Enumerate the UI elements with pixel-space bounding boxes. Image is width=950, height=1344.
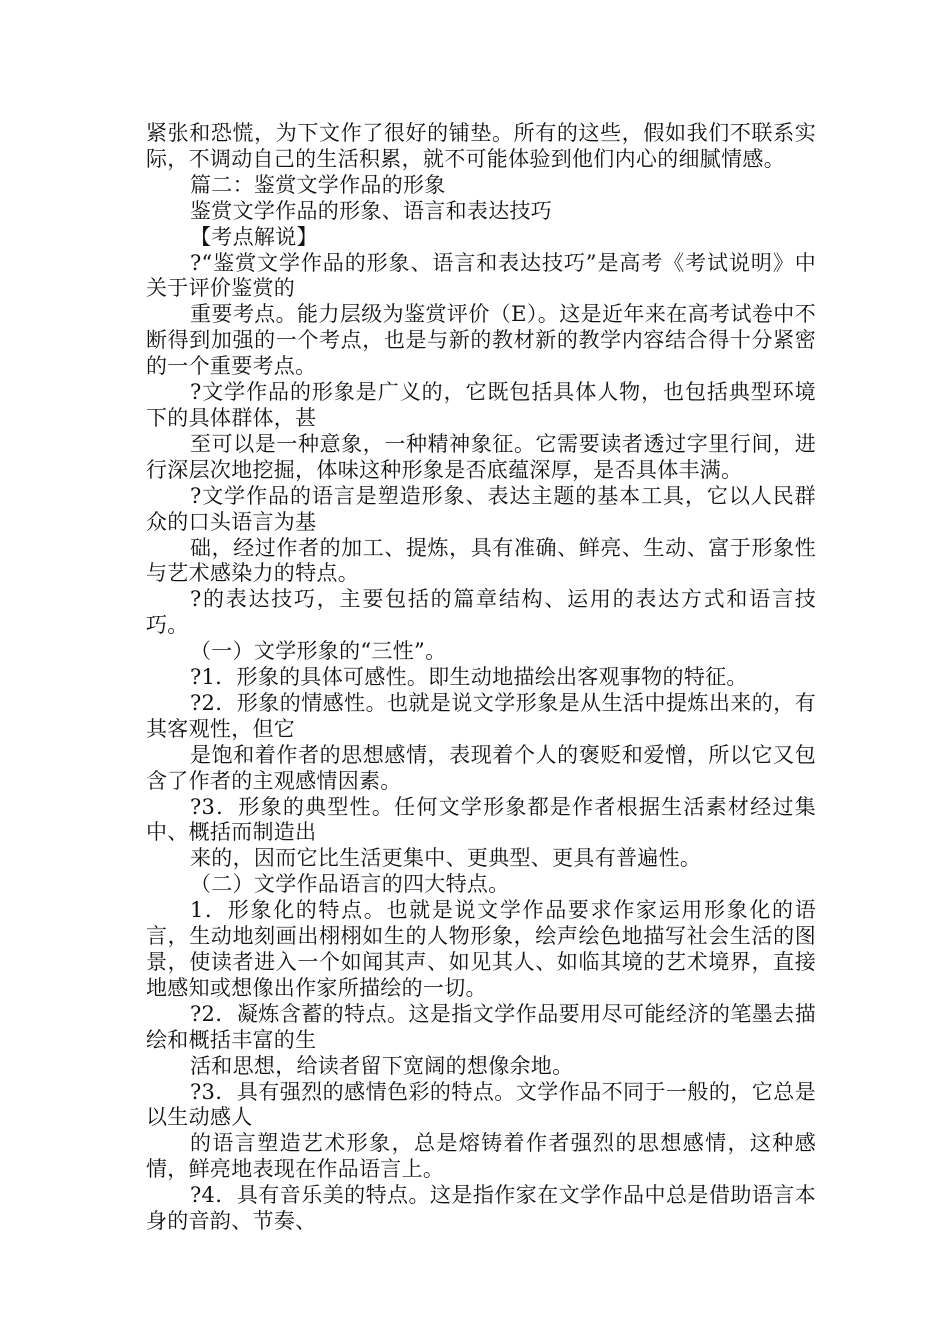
paragraph: 的语言塑造艺术形象，总是熔铸着作者强烈的思想感情，这种感情，鲜亮地表现在作品语言上。 [146,1131,816,1182]
list-item: ?2．凝炼含蓄的特点。这是指文学作品要用尽可能经济的笔墨去描绘和概括丰富的生 [146,1001,816,1052]
paragraph: ?的表达技巧，主要包括的篇章结构、运用的表达方式和语言技巧。 [146,587,816,638]
paragraph: 础，经过作者的加工、提炼，具有准确、鲜亮、生动、富于形象性与艺术感染力的特点。 [146,535,816,586]
subsection-heading: （一）文学形象的“三性”。 [190,639,447,664]
paragraph: 紧张和恐慌，为下文作了很好的铺垫。所有的这些，假如我们不联系实际，不调动自己的生活积累，就不可能体验到他们内心的细腻情感。 [146,121,816,171]
paragraph: ?文学作品的形象是广义的，它既包括具体人物，也包括典型环境下的具体群体，甚 [146,380,816,430]
section-heading: 【考点解说】 [190,224,318,249]
subsection-heading: （二）文学作品语言的四大特点。 [190,872,510,897]
section-title: 篇二：鉴赏文学作品的形象 [190,172,446,197]
article-title: 鉴赏文学作品的形象、语言和表达技巧 [190,198,553,223]
paragraph: 是饱和着作者的思想感情，表现着个人的褒贬和爱憎，所以它又包含了作者的主观感情因素。 [146,742,816,793]
paragraph: ?文学作品的语言是塑造形象、表达主题的基本工具，它以人民群众的口头语言为基 [146,483,816,534]
list-item: ?1．形象的具体可感性。即生动地描绘出客观事物的特征。 [190,665,748,690]
document-body [146,121,816,1235]
paragraph: 活和思想，给读者留下宽阔的想像余地。 [190,1053,574,1078]
paragraph: ?“鉴赏文学作品的形象、语言和表达技巧”是高考《考试说明》中关于评价鉴赏的 [146,250,816,301]
list-item: 1．形象化的特点。也就是说文学作品要求作家运用形象化的语言，生动地刻画出栩栩如生的人物形象，绘声绘色地描写社会生活的图景，使读者进入一个如闻其声、如见其人、如临其境的艺术境界，直接地感知或想像出作家所描绘的一切。 [146,898,816,1000]
paragraph: 来的，因而它比生活更集中、更典型、更具有普遍性。 [190,846,702,871]
paragraph: 至可以是一种意象，一种精神象征。它需要读者透过字里行间，进行深层次地挖掘，体味这种形象是否底蕴深厚，是否具体丰满。 [146,431,816,482]
list-item: ?3．形象的典型性。任何文学形象都是作者根据生活素材经过集中、概括而制造出 [146,794,816,845]
list-item: ?3．具有强烈的感情色彩的特点。文学作品不同于一般的，它总是以生动感人 [146,1079,816,1130]
list-item: ?2．形象的情感性。也就是说文学形象是从生活中提炼出来的，有其客观性，但它 [146,690,816,741]
paragraph: 重要考点。能力层级为鉴赏评价（E）。这是近年来在高考试卷中不断得到加强的一个考点，也是与新的教材新的教学内容结合得十分紧密的一个重要考点。 [146,302,816,379]
list-item: ?4．具有音乐美的特点。这是指作家在文学作品中总是借助语言本身的音韵、节奏、 [146,1183,816,1234]
